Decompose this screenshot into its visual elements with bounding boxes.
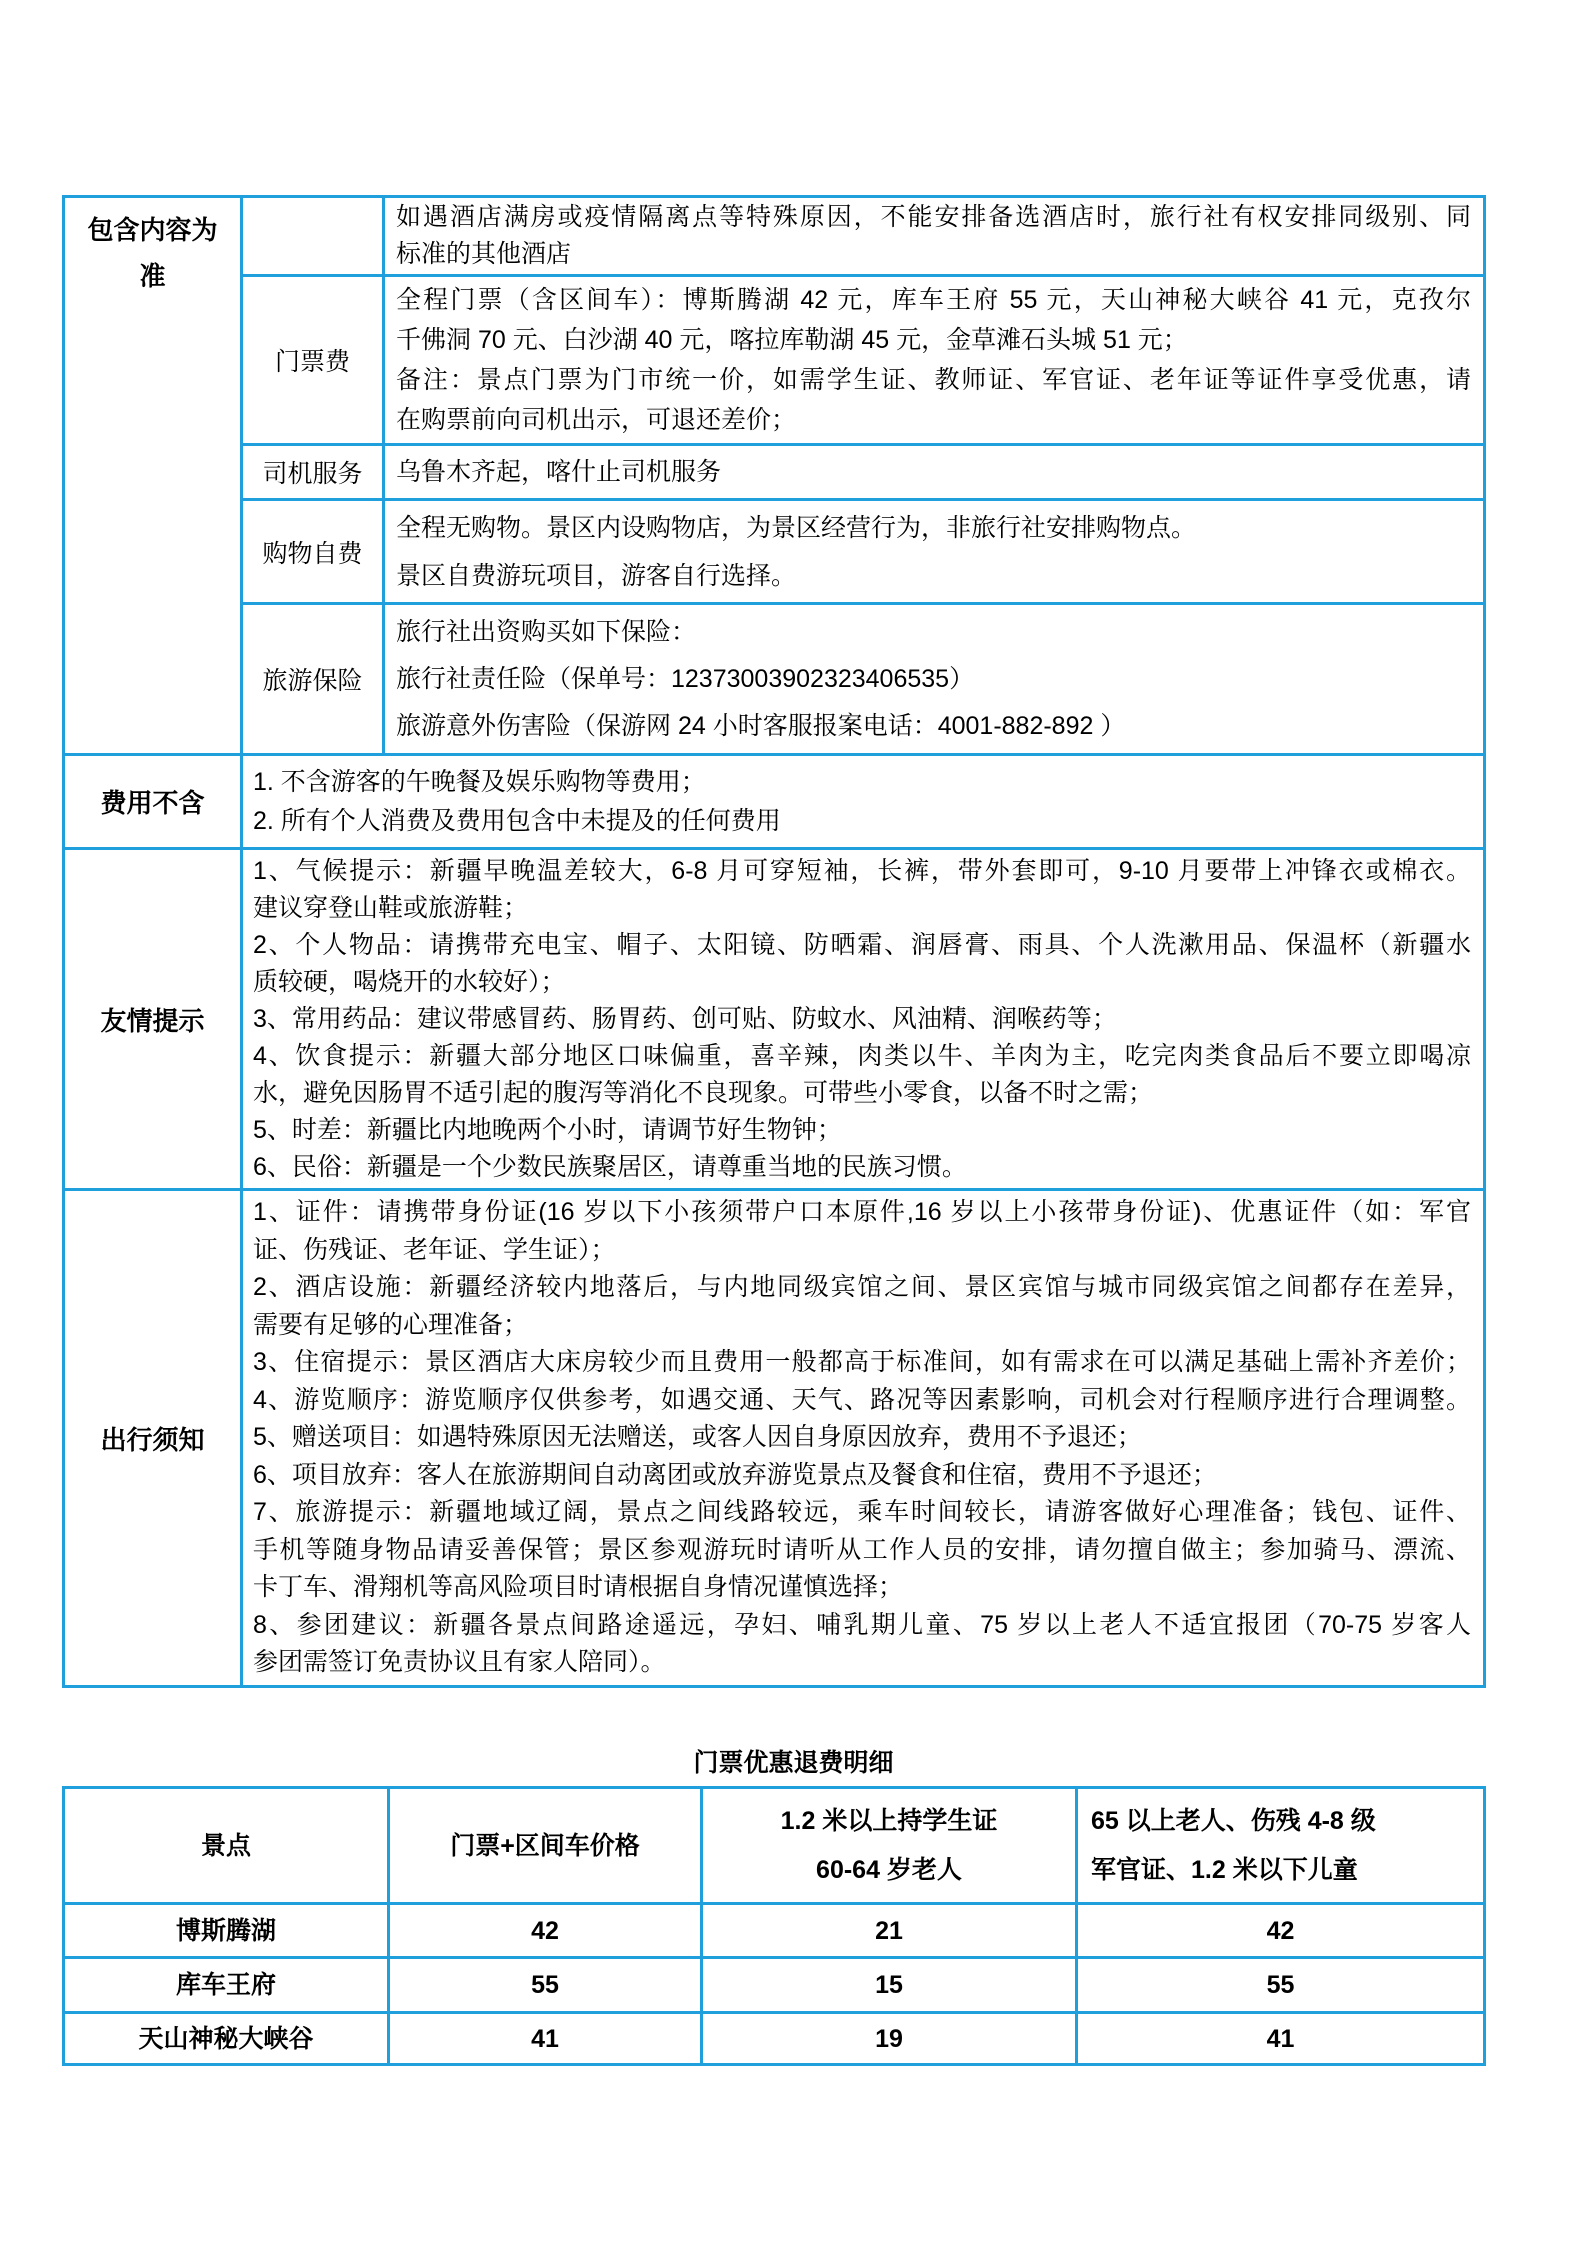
- tickets-label: 门票费: [242, 276, 384, 445]
- tips-line: 5、时差：新疆比内地晚两个小时，请调节好生物钟；: [253, 1115, 842, 1144]
- notice-line: 8、参团建议：新疆各景点间路途遥远，孕妇、哺乳期儿童、75 岁以上老人不适宜报团（70-75 岁客人: [253, 1610, 1471, 1639]
- row-tips: [64, 849, 1485, 1190]
- notice-line: 3、住宿提示：景区酒店大床房较少而且费用一般都高于标准间，如有需求在可以满足基础上需补齐差价；: [253, 1348, 1471, 1377]
- notice-line: 2、酒店设施：新疆经济较内地落后，与内地同级宾馆之间、景区宾馆与城市同级宾馆之间都存在差异，: [253, 1273, 1471, 1302]
- cell-senior-discount: 42: [1077, 1904, 1485, 1958]
- tips-line: 建议穿登山鞋或旅游鞋；: [253, 893, 529, 922]
- row-shopping: [64, 500, 1485, 604]
- notice-line: 参团需签订免责协议且有家人陪同）。: [253, 1648, 666, 1677]
- hotel-note-label-cell: [242, 197, 384, 276]
- notice-line: 卡丁车、滑翔机等高风险项目时请根据自身情况谨慎选择；: [253, 1573, 904, 1602]
- hotel-note-line: 如遇酒店满房或疫情隔离点等特殊原因，不能安排备选酒店时，旅行社有权安排同级别、同: [396, 203, 1471, 231]
- cell-price: 55: [389, 1958, 702, 2013]
- notice-line: 7、旅游提示：新疆地域辽阔，景点之间线路较远，乘车时间较长，请游客做好心理准备；钱包、证件、: [253, 1498, 1471, 1527]
- cell-senior-discount: 55: [1077, 1958, 1485, 2013]
- notice-line: 6、项目放弃：客人在旅游期间自动离团或放弃游览景点及餐食和住宿，费用不予退还；: [253, 1460, 1217, 1489]
- row-driver-service: [64, 445, 1485, 500]
- table-row: [64, 1904, 1485, 1958]
- tickets-line: 千佛洞 70 元、白沙湖 40 元，喀拉库勒湖 45 元，金草滩石头城 51 元；: [396, 326, 1188, 354]
- header-spot: 景点: [64, 1788, 389, 1904]
- cell-student-discount: 21: [702, 1904, 1077, 1958]
- shopping-line: 景区自费游玩项目，游客自行选择。: [396, 561, 797, 590]
- notice-cell: [242, 1190, 1485, 1687]
- tips-line: 水，避免因肠胃不适引起的腹泻等消化不良现象。可带些小零食，以备不时之需；: [253, 1078, 1154, 1107]
- row-tickets: [64, 276, 1485, 445]
- ticket-refund-header-row: [64, 1788, 1485, 1904]
- notice-line: 需要有足够的心理准备；: [253, 1310, 529, 1339]
- header-senior-discount: [1077, 1788, 1485, 1904]
- driver-service-label: 司机服务: [242, 445, 384, 500]
- notice-line: 1、证件：请携带身份证(16 岁以下小孩须带户口本原件,16 岁以上小孩带身份证)、优惠证件（如：军官: [253, 1198, 1471, 1227]
- insurance-label: 旅游保险: [242, 604, 384, 755]
- cell-spot: 博斯腾湖: [64, 1904, 389, 1958]
- cell-spot: 库车王府: [64, 1958, 389, 2013]
- tips-line: 质较硬，喝烧开的水较好）；: [253, 967, 566, 996]
- included-section-label-cell: [64, 197, 242, 755]
- table-row: [64, 1958, 1485, 2013]
- tips-section-label: 友情提示: [64, 849, 242, 1190]
- notice-section-label: 出行须知: [64, 1190, 242, 1687]
- table-row: [64, 2013, 1485, 2065]
- insurance-line: 旅游意外伤害险（保游网 24 小时客服报案电话：4001-882-892 ）: [396, 711, 1126, 740]
- excluded-line: 1. 不含游客的午晚餐及娱乐购物等费用；: [253, 767, 706, 796]
- insurance-cell: [384, 604, 1485, 755]
- header-senior-discount-line: 军官证、1.2 米以下儿童: [1091, 1855, 1358, 1884]
- cell-student-discount: 19: [702, 2013, 1077, 2065]
- shopping-line: 全程无购物。景区内设购物店，为景区经营行为，非旅行社安排购物点。: [396, 513, 1197, 542]
- notice-line: 4、游览顺序：游览顺序仅供参考，如遇交通、天气、路况等因素影响，司机会对行程顺序进行合理调整。: [253, 1385, 1471, 1414]
- tips-line: 1、气候提示：新疆早晚温差较大，6-8 月可穿短袖，长裤，带外套即可，9-10 月要带上冲锋衣或棉衣。: [253, 856, 1471, 885]
- header-senior-discount-line: 65 以上老人、伤残 4-8 级: [1091, 1806, 1376, 1835]
- cell-senior-discount: 41: [1077, 2013, 1485, 2065]
- tips-cell: [242, 849, 1485, 1190]
- ticket-refund-title: 门票优惠退费明细: [693, 1749, 894, 1777]
- shopping-label: 购物自费: [242, 500, 384, 604]
- cell-price: 42: [389, 1904, 702, 1958]
- header-student-discount-line: 60-64 岁老人: [816, 1855, 962, 1884]
- row-insurance: [64, 604, 1485, 755]
- insurance-line: 旅行社责任险（保单号：12373003902323406535）: [396, 664, 975, 693]
- notice-line: 证、伤残证、老年证、学生证）；: [253, 1235, 616, 1264]
- cell-spot: 天山神秘大峡谷: [64, 2013, 389, 2065]
- notice-line: 5、赠送项目：如遇特殊原因无法赠送，或客人因自身原因放弃，费用不予退还；: [253, 1423, 1142, 1452]
- tickets-line: 全程门票（含区间车）：博斯腾湖 42 元，库车王府 55 元，天山神秘大峡谷 41 元，克孜尔: [396, 286, 1471, 314]
- cell-student-discount: 15: [702, 1958, 1077, 2013]
- tips-line: 3、常用药品：建议带感冒药、肠胃药、创可贴、防蚊水、风油精、润喉药等；: [253, 1004, 1117, 1033]
- shopping-cell: [384, 500, 1485, 604]
- hotel-note-line: 标准的其他酒店: [396, 240, 572, 268]
- tickets-line: 在购票前向司机出示，可退还差价；: [396, 406, 797, 434]
- tips-line: 4、饮食提示：新疆大部分地区口味偏重，喜辛辣，肉类以牛、羊肉为主，吃完肉类食品后不要立即喝凉: [253, 1041, 1471, 1070]
- itinerary-terms-table: [62, 195, 1486, 1688]
- header-price: 门票+区间车价格: [389, 1788, 702, 1904]
- tips-line: 2、个人物品：请携带充电宝、帽子、太阳镜、防晒霜、润唇膏、雨具、个人洗漱用品、保温杯（新疆水: [253, 930, 1471, 959]
- hotel-note-cell: [384, 197, 1485, 276]
- tickets-line: 备注：景点门票为门市统一价，如需学生证、教师证、军官证、老年证等证件享受优惠，请: [396, 366, 1471, 394]
- header-student-discount: [702, 1788, 1077, 1904]
- header-student-discount-line: 1.2 米以上持学生证: [780, 1806, 998, 1835]
- tips-line: 6、民俗：新疆是一个少数民族聚居区，请尊重当地的民族习惯。: [253, 1152, 967, 1181]
- ticket-refund-table: [62, 1786, 1486, 2066]
- cell-price: 41: [389, 2013, 702, 2065]
- insurance-line: 旅行社出资购买如下保险：: [396, 617, 697, 646]
- excluded-cell: [242, 755, 1485, 849]
- row-hotel-note: [64, 197, 1485, 276]
- driver-service-line: 乌鲁木齐起，喀什止司机服务: [396, 457, 722, 486]
- row-excluded: [64, 755, 1485, 849]
- excluded-line: 2. 所有个人消费及费用包含中未提及的任何费用: [253, 806, 781, 835]
- included-section-label: 包含内容为准: [87, 215, 218, 291]
- driver-service-cell: [384, 445, 1485, 500]
- notice-line: 手机等随身物品请妥善保管；景区参观游玩时请听从工作人员的安排，请勿擅自做主；参加骑马、漂流、: [253, 1535, 1471, 1564]
- tickets-cell: [384, 276, 1485, 445]
- excluded-section-label: 费用不含: [64, 755, 242, 849]
- row-notice: [64, 1190, 1485, 1687]
